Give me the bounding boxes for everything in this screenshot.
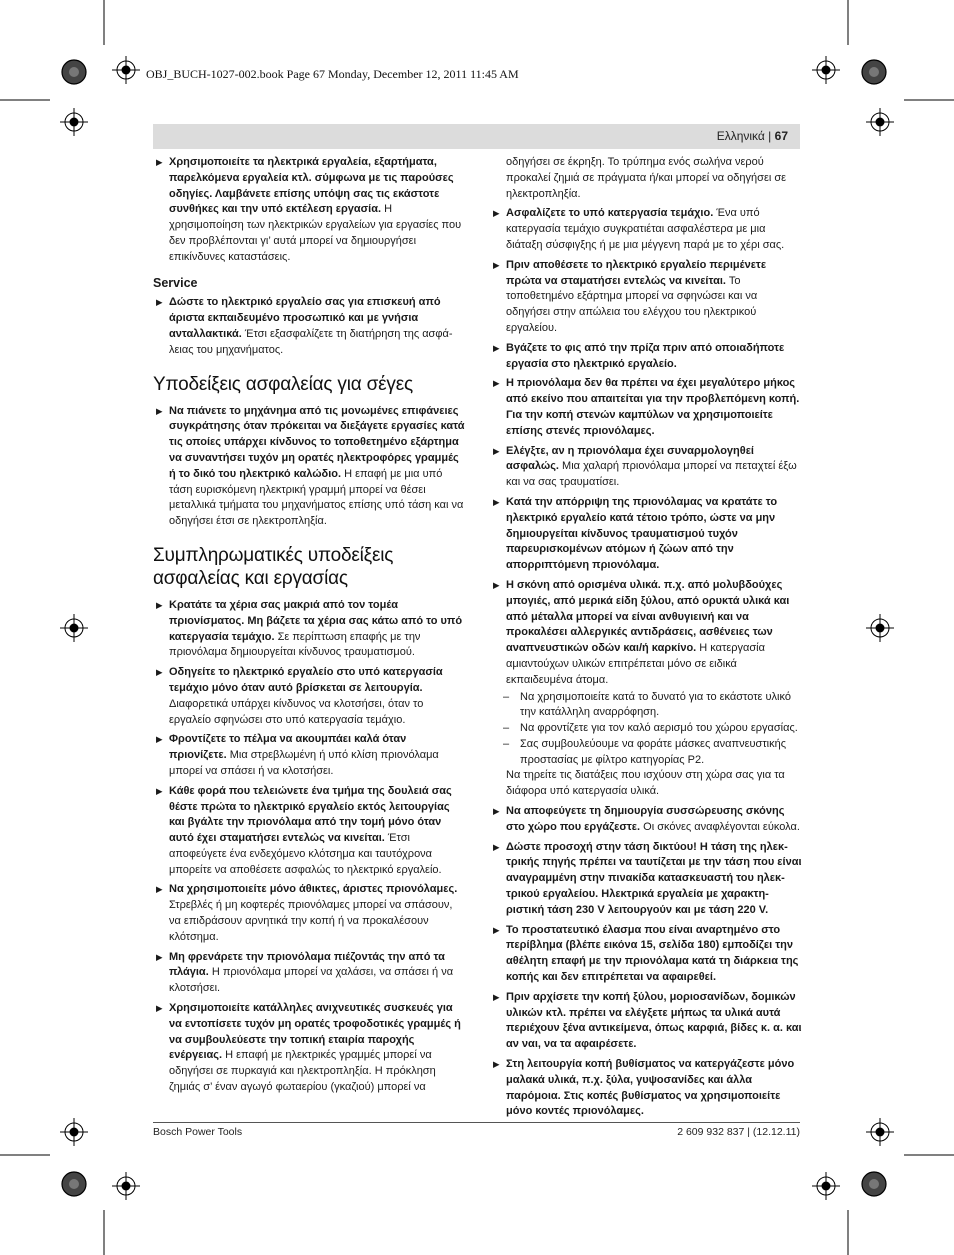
- bullet-icon: ▶: [493, 445, 500, 456]
- bullet-icon: ▶: [156, 785, 163, 796]
- list-item: ▶ Κατά την απόρριψη της πριονόλαμας να κρατάτε το ηλεκτρικό εργαλείο κατά τέτοιο τρόπο, ώστε να μην δημιουργείται κίνδυνος τραυματισμού τυχόν παρευρισκομένων ατόμων ή ζώων από την απορριπτόμενη πριονόλαμα.: [493, 495, 778, 572]
- list-item: ▶ Η πριονόλαμα δεν θα πρέπει να έχει μεγαλύτερο μήκος από εκείνο που απαιτείται για την προβλεπόμενη κοπή. Για την κοπή στενών καμπύλων να χρησιμοποιείτε επίσης στενές πριονόλαμες.: [493, 377, 800, 437]
- bullet-icon: ▶: [156, 157, 163, 167]
- bullet-icon: ▶: [493, 1059, 500, 1070]
- list-item: ▶ Στη λειτουργία κοπή βυθίσματος να κατεργάζεστε μόνο μαλακά υλικά, π.χ. ξύλα, γυψοσανίδες και άλλα παρόμοια. Στις κοπές βυθίσματος να χρησιμοποιείτε μόνο κοντές πριονόλαμες.: [493, 1058, 795, 1118]
- bullet-icon: ▶: [156, 734, 163, 745]
- list-item: ▶ Να χρησιμοποιείτε μόνο άθικτες, άριστες πριονόλαμες. Στρεβλές ή μη κοφτερές πριονόλαμες μπορεί να σπάσουν, να επιδράσουν αρνητικά την κοπή ή να προκαλέσουν κλότσημα.: [156, 883, 458, 943]
- footer-doc-number: 2 609 932 837 | (12.12.11): [677, 1126, 800, 1138]
- list-item: ▶ Το προστατευτικό έλασμα που είναι αναρτημένο στο περίβλημα (βλέπε εικόνα 15, σελίδα 180) εμποδίζει την αθέλητη επαφή με την πριονόλαμα κατά τη διάρκεια της κοπής και δεν επιτρέπεται να αφαιρεθεί.: [493, 923, 799, 984]
- list-item: ▶ Οδηγείτε το ηλεκτρικό εργαλείο στο υπό κατεργασία τεμάχιο μόνο όταν αυτό βρίσκεται σε λειτουργία. Διαφορετικά υπάρχει κίνδυνος να κλοτσήσει, όταν το εργαλείο σφηνώσει στο υπό κατεργασία τεμάχιο.: [156, 666, 443, 726]
- list-item: ▶ Δώστε το ηλεκτρικό εργαλείο σας για επισκευή από άριστα εκπαιδευμένο προσωπικό και με γνήσια ανταλλακτικά. Έτσι εξασφαλίζετε τη διατήρηση της ασφά-λειας του μηχανήματος.: [156, 296, 453, 356]
- bullet-icon: ▶: [156, 951, 163, 962]
- dash-item: – Να φροντίζετε για τον καλό αερισμό του χώρου εργασίας.: [503, 722, 798, 735]
- language-label: Ελληνικά: [716, 129, 765, 143]
- right-column: [490, 155, 802, 1124]
- dash-item: – Σας συμβουλεύουμε να φοράτε μάσκες αναπνευστικής προστασίας με φίλτρο κατηγορίας P2.: [503, 737, 787, 766]
- page-header: [153, 124, 800, 149]
- bullet-icon: ▶: [493, 924, 500, 935]
- section-heading-saws: Υποδείξεις ασφαλείας για σέγες: [153, 373, 413, 395]
- continuation-text: οδηγήσει σε έκρηξη. Το τρύπημα ενός σωλήνα νερού προκαλεί ζημιά σε πράγματα ή/και μπορεί να οδηγήσει σε ηλεκτροπληξία.: [506, 156, 787, 200]
- dash-item: – Να χρησιμοποιείτε κατά το δυνατό για το εκάστοτε υλικό την κατάλληλη αναρρόφηση.: [503, 690, 791, 719]
- bullet-icon: ▶: [156, 405, 163, 416]
- list-item: ▶ Μη φρενάρετε την πριονόλαμα πιέζοντάς την από τα πλάγια. Η πριονόλαμα μπορεί να χαλάσει, να σπάσει ή να κλοτσήσει.: [156, 950, 454, 995]
- list-item: ▶ Κάθε φορά που τελειώνετε ένα τμήμα της δουλειά σας θέστε πρώτα το ηλεκτρικό εργαλείο εκτός λειτουργίας και βγάλτε την πριονόλαμα από την τομή μόνο όταν αυτό έχει σταματήσει εντελώς να κινείται. Έτσι αποφεύγετε ένα ενδεχόμενο κλότσημα και ταυτόχρονα μπορείτε να αποθέσετε ασφαλώς το ηλεκτρικό εργαλείο.: [156, 784, 452, 876]
- bullet-icon: ▶: [493, 841, 500, 852]
- dash-note: Να τηρείτε τις διατάξεις που ισχύουν στη χώρα σας για τα διάφορα υπό κατεργασία υλικά.: [506, 769, 785, 798]
- page-number: 67: [774, 129, 788, 143]
- list-item: ▶ Πριν αρχίσετε την κοπή ξύλου, μοριοσανίδων, δομικών υλικών κτλ. πρέπει να ελέγξετε μήπως τα υλικά αυτά περιέχουν ξένα αντικείμενα, όπως καρφιά, βίδες κ. α. και αν ναι, να τα αφαιρέσετε.: [493, 990, 802, 1051]
- bullet-icon: ▶: [493, 208, 500, 219]
- list-item: ▶ Η σκόνη από ορισμένα υλικά. π.χ. από μολυβδούχες μπογιές, από μερικά είδη ξύλου, από ορυκτά υλικά και από μέταλλα μπορεί να είναι ανθυγιεινή και να προκαλέσει αλλεργικές αντιδράσεις, ασθένειες των αναπνευστικών οδών και/ή καρκίνο. Η κατεργασία αμιαντούχων υλικών επιτρέπεται μόνο σε ειδικά εκπαιδευμένα άτομα.: [493, 578, 790, 686]
- left-column: [153, 155, 465, 1100]
- section-heading-service: Service: [153, 275, 198, 290]
- bullet-icon: ▶: [156, 599, 163, 610]
- list-item: ▶ Πριν αποθέσετε το ηλεκτρικό εργαλείο περιμένετε πρώτα να σταματήσει εντελώς να κινείται. Το τοποθετημένο εξάρτημα μπορεί να σφηνώσει και να οδηγήσει στην απώλεια του ελέγχου του ηλεκτρικού εργαλείου.: [493, 258, 767, 334]
- bullet-icon: ▶: [156, 884, 163, 895]
- list-item: ▶ Χρησιμοποιείτε κατάλληλες ανιχνευτικές συσκευές για να εντοπίσετε τυχόν μη ορατές τροφοδοτικές γραμμές ή να συμβουλεύεστε την τοπική εταιρία παροχής ενέργειας. Η επαφή με ηλεκτρικές γραμμές μπορεί να οδηγήσει σε πυρκαγιά και ηλεκτροπληξία. Η πρόκληση ζημιάς σ’ έναν αγωγό φωταερίου (γκαζιού) μπορεί να: [156, 1002, 461, 1094]
- footer-rule: [153, 1122, 800, 1123]
- bullet-icon: ▶: [493, 259, 500, 270]
- bullet-icon: ▶: [493, 806, 500, 817]
- bullet-icon: ▶: [493, 378, 500, 389]
- bullet-icon: ▶: [156, 297, 163, 308]
- bullet-icon: ▶: [493, 496, 500, 507]
- bullet-icon: ▶: [493, 579, 500, 590]
- list-item: ▶ Να αποφεύγετε τη δημιουργία συσσώρευσης σκόνης στο χώρο που εργάζεστε. Οι σκόνες αναφλέγονται εύκολα.: [493, 805, 800, 833]
- list-item: ▶ Ασφαλίζετε το υπό κατεργασία τεμάχιο. Ένα υπό κατεργασία τεμάχιο συγκρατιέται ασφαλέστερα με μια διάταξη σύσφιγξης ή με μια μέγγενη παρά με το χέρι σας.: [493, 207, 785, 251]
- print-slug: OBJ_BUCH-1027-002.book Page 67 Monday, December 12, 2011 11:45 AM: [146, 67, 519, 81]
- bullet-icon: ▶: [493, 342, 500, 353]
- list-item: ▶ Κρατάτε τα χέρια σας μακριά από τον τομέα πριονίσματος. Μη βάζετε τα χέρια σας κάτω από το υπό κατεργασία τεμάχιο. Σε περίπτωση επαφής με την πριονόλαμα δημιουργείται κίνδυνος τραυματισμού.: [156, 598, 463, 659]
- bullet-icon: ▶: [493, 991, 500, 1002]
- list-item: ▶ Φροντίζετε το πέλμα να ακουμπάει καλά όταν πριονίζετε. Μια στρεβλωμένη ή υπό κλίση πριονόλαμα μπορεί να σπάσει ή να κλοτσήσει.: [156, 733, 439, 777]
- bullet-icon: ▶: [156, 1003, 163, 1014]
- list-item: ▶ Βγάζετε το φις από την πρίζα πριν από οποιαδήποτε εργασία στο ηλεκτρικό εργαλείο.: [493, 341, 785, 370]
- bullet-icon: ▶: [156, 667, 163, 678]
- list-item: ▶ Δώστε προσοχή στην τάση δικτύου! Η τάση της ηλεκ-τρικής πηγής πρέπει να ταυτίζεται με την τάση που είναι αναγραμμένη στην πινακίδα κατασκευαστή του ηλεκ-τρικού εργαλείου. Ηλεκτρικά εργαλεία με χαρακτη-ριστική τάση 230 V λειτουργούν και με τάση 220 V.: [493, 840, 802, 916]
- list-item: ▶ Χρησιμοποιείτε τα ηλεκτρικά εργαλεία, εξαρτήματα, παρελκόμενα εργαλεία κτλ. σύμφωνα με τις παρούσες οδηγίες. Λαμβάνετε επίσης υπόψη σας τις εκάστοτε συνθήκες και την υπό εκτέλεση εργασία. Η χρησιμοποίηση των ηλεκτρικών εργαλείων για εργασίες που δεν προβλέπονται γι’ αυτά μπορεί να δημιουργήσει επικίνδυνες καταστάσεις.: [156, 156, 462, 263]
- list-item: ▶ Να πιάνετε το μηχάνημα από τις μονωμένες επιφάνειες συγκράτησης όταν πρόκειται να διεξάγετε εργασίες κατά τις οποίες υπάρχει κίνδυνος το τοποθετημένο εξάρτημα να συναντήσει τυχόν μη ορατές ηλεκτροφόρες γραμμές ή το δικό του ηλεκτρικό καλώδιο. Η επαφή με μια υπό τάση ευρισκόμενη ηλεκτρική γραμμή μπορεί να θέσει μεταλλικά τμήματα του μηχανήματος επίσης υπό τάση και να οδηγήσει έτσι σε ηλεκτροπληξία.: [156, 404, 465, 528]
- header-separator: |: [768, 129, 772, 143]
- section-heading-additional: Συμπληρωματικές υποδείξεις ασφαλείας και εργασίας: [153, 544, 394, 589]
- footer-brand: Bosch Power Tools: [153, 1126, 243, 1138]
- list-item: ▶ Ελέγξτε, αν η πριονόλαμα έχει συναρμολογηθεί ασφαλώς. Μια χαλαρή πριονόλαμα μπορεί να πεταχτεί έξω και να σας τραυματίσει.: [493, 444, 797, 489]
